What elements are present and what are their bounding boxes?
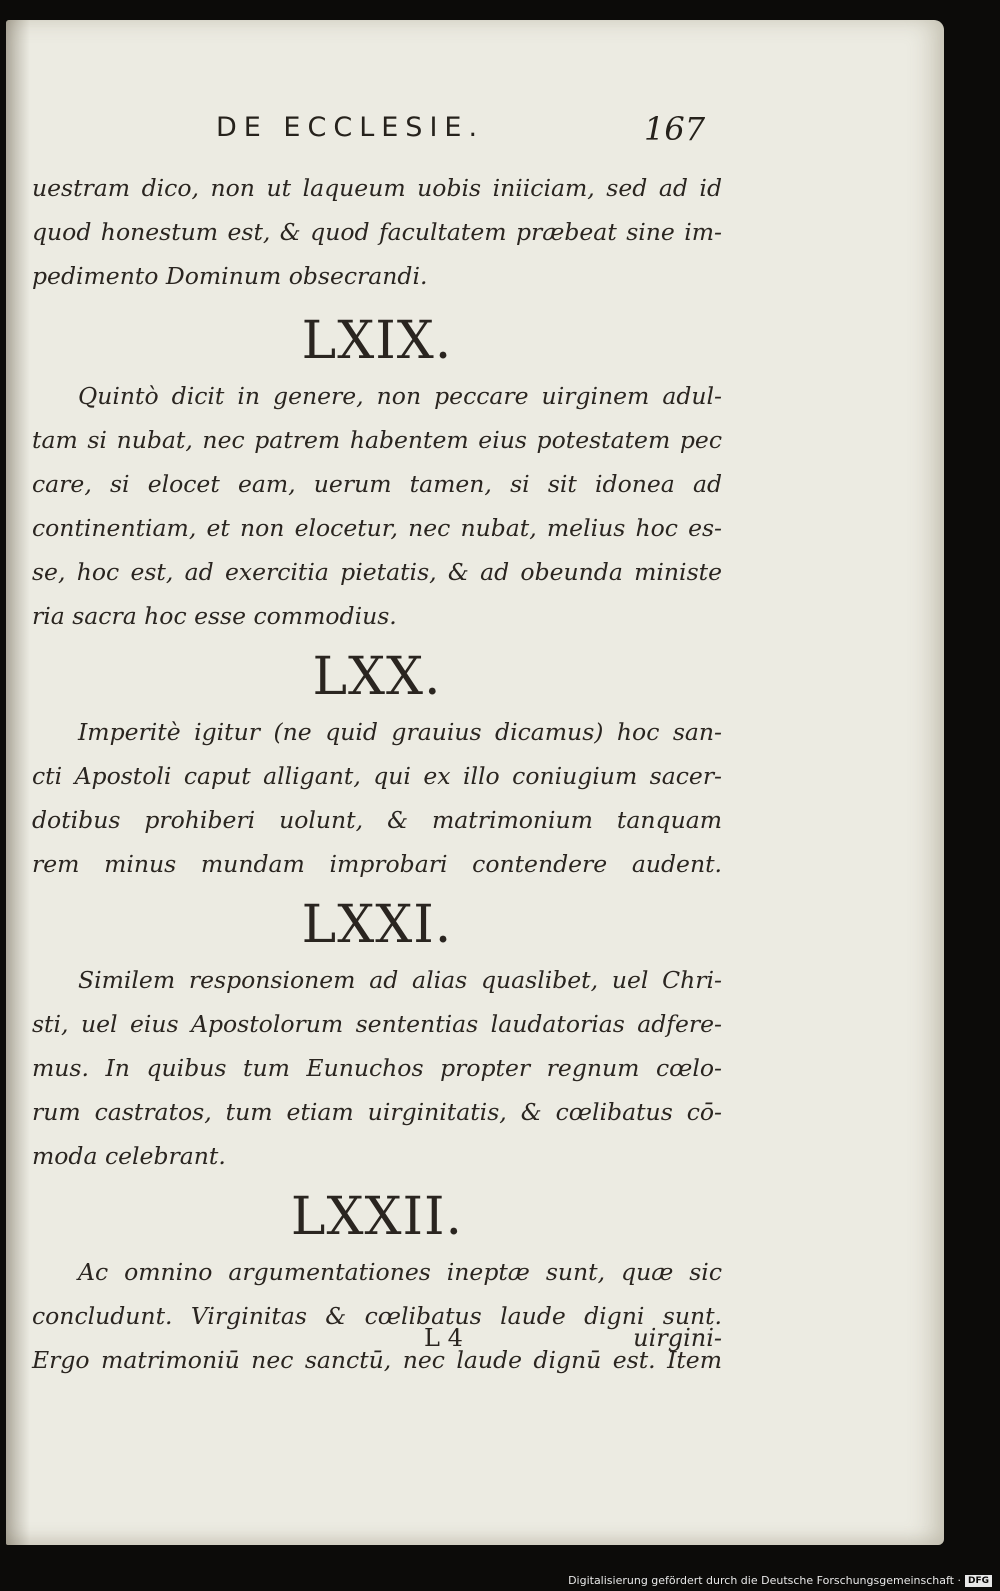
section-heading: LXXII. (290, 1187, 464, 1247)
spine-shadow (6, 20, 30, 1545)
text-line: tam si nubat, nec patrem habentem eius potestatem pec (32, 426, 722, 454)
section-heading: LXX. (312, 647, 442, 707)
text-line: uestram dico, non ut laqueum uobis iniiciam, sed ad id (32, 174, 722, 202)
text-line: dotibus prohiberi uolunt, & matrimonium tanquam (32, 806, 722, 834)
section-heading: LXXI. (301, 895, 453, 955)
text-line: Ergo matrimoniū nec sanctū, nec laude dignū est. Item (32, 1346, 722, 1374)
dfg-logo-icon: DFG (965, 1575, 992, 1587)
text-line: sti, uel eius Apostolorum sententias laudatorias adfere- (32, 1010, 722, 1038)
book-page (6, 20, 944, 1545)
text-line: Ac omnino argumentationes ineptæ sunt, quæ sic (78, 1258, 722, 1286)
paragraph (32, 958, 722, 1178)
text-line: rem minus mundam improbari contendere audent. (32, 850, 722, 878)
text-line: Imperitè igitur (ne quid grauius dicamus) hoc san- (78, 718, 722, 746)
text-line: cti Apostoli caput alligant, qui ex illo coniugium sacer- (32, 762, 722, 790)
catchline (424, 1316, 722, 1360)
catchword: uirgini- (633, 1324, 722, 1352)
text-line: Similem responsionem ad alias quaslibet, uel Chri- (78, 966, 722, 994)
page-number: 167 (644, 110, 706, 148)
text-line: care, si elocet eam, uerum tamen, si sit idonea ad (32, 470, 722, 498)
signature-mark: L 4 (424, 1324, 463, 1352)
running-head: DE ECCLESIE. (216, 112, 485, 143)
section-heading: LXIX. (301, 311, 453, 371)
text-line: quod honestum est, & quod facultatem præbeat sine im- (32, 218, 722, 246)
text-line: mus. In quibus tum Eunuchos propter regnum cœlo- (32, 1054, 722, 1082)
text-line: concludunt. Virginitas & cœlibatus laude digni sunt. (32, 1302, 722, 1330)
text-line: Quintò dicit in genere, non peccare uirginem adul- (78, 382, 722, 410)
text-line: pedimento Dominum obsecrandi. (32, 262, 428, 290)
paragraph (32, 710, 722, 886)
text-line: se, hoc est, ad exercitia pietatis, & ad obeunda ministe (32, 558, 722, 586)
text-line: moda celebrant. (32, 1142, 226, 1170)
paragraph-continuation (32, 166, 722, 298)
text-line: ria sacra hoc esse commodius. (32, 602, 397, 630)
digitization-credit (568, 1574, 992, 1587)
text-line: rum castratos, tum etiam uirginitatis, & cœlibatus cō- (32, 1098, 722, 1126)
credit-text: Digitalisierung gefördert durch die Deutsche Forschungsgemeinschaft · (568, 1574, 961, 1587)
text-line: continentiam, et non elocetur, nec nubat, melius hoc es- (32, 514, 722, 542)
paragraph (32, 374, 722, 638)
text-block (32, 166, 722, 1382)
